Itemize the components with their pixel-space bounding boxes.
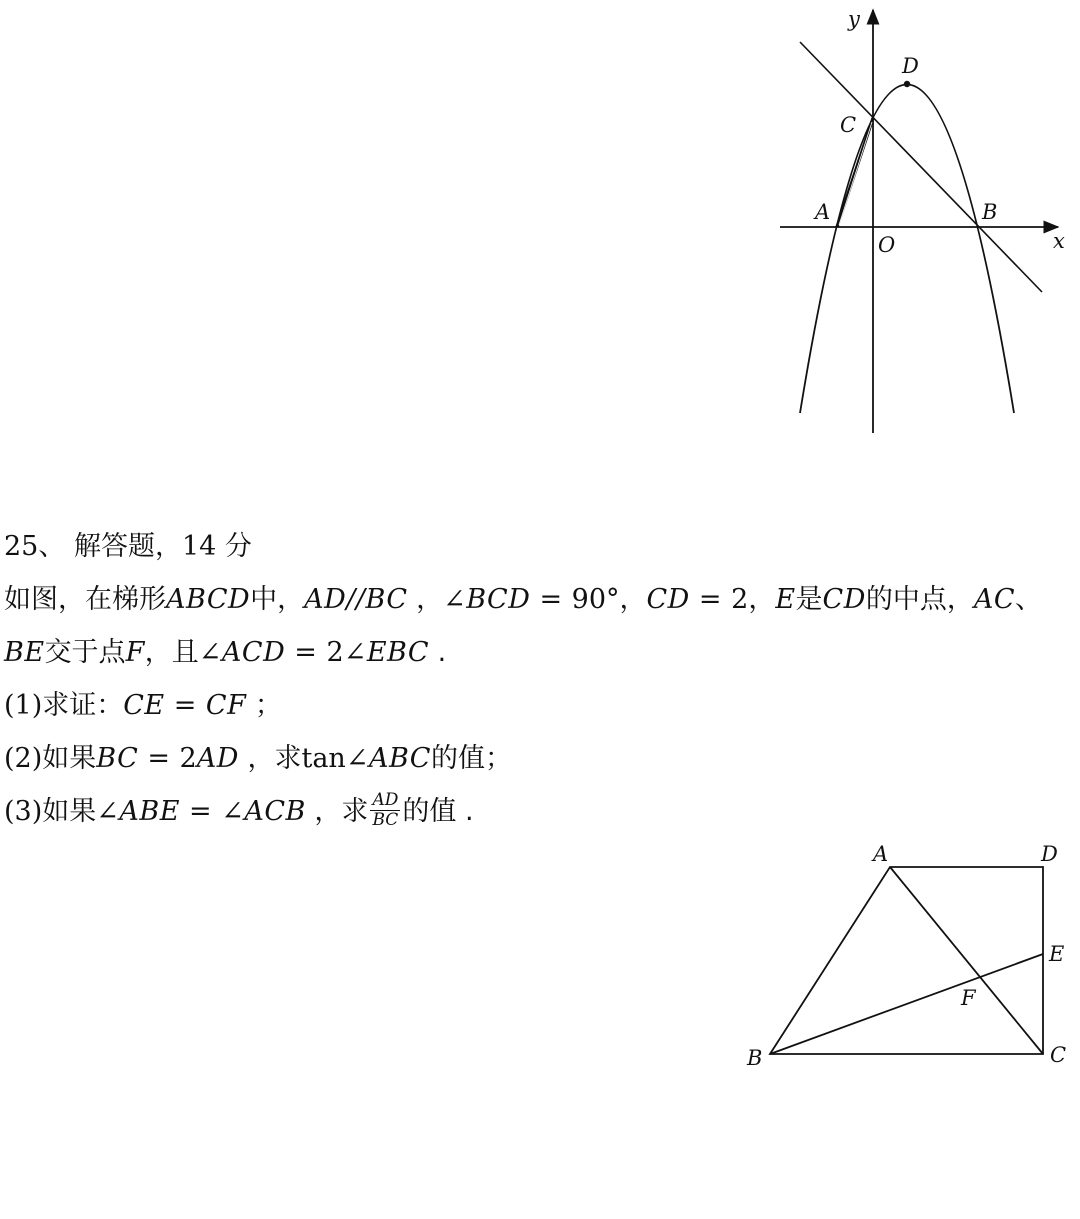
question-block: [4, 520, 1076, 838]
fraction-denominator: BC: [372, 810, 399, 830]
line1-segment: 中，: [250, 584, 305, 615]
trapezoid-outline: [770, 867, 1043, 1054]
label-a2: A: [873, 842, 889, 866]
part-3-ask-text: ，求: [305, 796, 369, 827]
line4-segment: 的值；: [430, 743, 512, 774]
line4-segment: ，求: [238, 743, 302, 774]
line4-segment: BC =: [96, 743, 180, 774]
line1-segment: ，: [619, 584, 647, 615]
ratio-fraction: [370, 791, 400, 830]
label-o: O: [878, 233, 896, 257]
line4-segment: 如果: [42, 743, 97, 774]
label-d2: D: [1041, 842, 1058, 866]
label-f2: F: [961, 986, 976, 1010]
segment-ac-inner: [839, 122, 872, 225]
question-line-3: [4, 679, 1076, 732]
label-b2: B: [747, 1046, 763, 1070]
line1-segment: 90°: [571, 584, 620, 615]
label-b: B: [982, 200, 998, 224]
line3-segment: (1): [4, 690, 43, 721]
label-c: C: [840, 113, 857, 137]
line1-segment: ，: [748, 584, 776, 615]
line2-segment: BE: [4, 637, 45, 668]
label-d: D: [902, 54, 919, 78]
line2-segment: 2: [326, 637, 344, 668]
line2-segment: .: [429, 637, 447, 668]
question-line-4: [4, 732, 1076, 785]
line2-segment: ，且: [144, 637, 199, 668]
parabola-figure: [760, 0, 1080, 445]
line-cb: [800, 42, 1042, 292]
line1-segment: ∠BCD =: [443, 584, 572, 615]
label-a: A: [815, 200, 831, 224]
line4-segment: (2): [4, 743, 43, 774]
part-3-suffix: 的值 .: [402, 796, 474, 827]
question-line-1: [4, 573, 1076, 626]
line2-segment: ∠EBC: [343, 637, 430, 668]
question-line-2: [4, 626, 1076, 679]
line1-segment: AC: [973, 584, 1016, 615]
part-3-if-text: 如果: [42, 796, 97, 827]
question-line-5: [4, 785, 1076, 838]
line1-segment: 是: [795, 584, 823, 615]
line1-segment: E: [775, 584, 796, 615]
part-3-prefix: (3): [4, 796, 43, 827]
parabola-curve: [800, 85, 1014, 414]
line2-segment: F: [125, 637, 145, 668]
label-y: y: [848, 7, 860, 31]
line4-segment: tan: [301, 743, 346, 774]
line4-segment: ∠ABC: [345, 743, 431, 774]
vertex-point-d: [904, 81, 910, 87]
line2-segment: 交于点: [44, 637, 126, 668]
line3-segment: 求证：: [42, 690, 124, 721]
trapezoid-figure: [730, 835, 1080, 1075]
line3-segment: CE = CF: [123, 690, 247, 721]
label-c2: C: [1050, 1043, 1067, 1067]
line1-segment: ABCD: [166, 584, 251, 615]
label-x: x: [1053, 229, 1065, 253]
line1-segment: CD: [822, 584, 866, 615]
part-3-condition: ∠ABE = ∠ACB: [96, 796, 306, 827]
line1-segment: ，: [407, 584, 444, 615]
line1-segment: 2: [731, 584, 749, 615]
line1-segment: CD =: [646, 584, 732, 615]
fraction-numerator: AD: [372, 790, 399, 810]
question-header: [4, 520, 1076, 573]
line1-segment: 、: [1015, 584, 1043, 615]
label-e2: E: [1049, 942, 1065, 966]
line1-segment: AD//BC: [304, 584, 408, 615]
question-header-text: 25、 解答题，14 分: [4, 531, 252, 562]
line4-segment: AD: [196, 743, 239, 774]
line4-segment: 2: [179, 743, 197, 774]
segment-ac-diagonal: [890, 867, 1043, 1054]
line2-segment: ∠ACD =: [198, 637, 327, 668]
line3-segment: ；: [246, 690, 282, 721]
line1-segment: 的中点，: [865, 584, 974, 615]
line1-segment: 如图，在梯形: [4, 584, 166, 615]
